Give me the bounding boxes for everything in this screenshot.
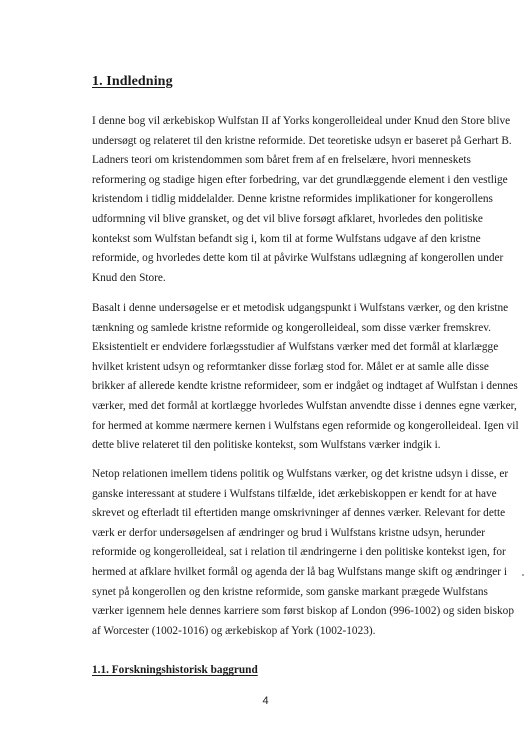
paragraph-line: hermed at afklare hvilket formål og agenda der lå bag Wulfstans mange skift og ændringer i (92, 565, 507, 578)
paragraph-line: Ladners teori om kristendommen som båret frem af en frelselære, hvori menneskets (92, 154, 471, 167)
paragraph-line: dette blive relateret til den politiske kontekst, som Wulfstans værker indgik i. (92, 439, 441, 452)
paragraph-line: Knud den Store. (92, 271, 166, 284)
paragraph-line: hvilket kristent udsyn og reformtanker disse forlæg stod for. Målet er at samle alle disse (92, 360, 489, 373)
paragraph-line: reformide og kongerolleideal, sat i relation til ændringerne i den politiske kontekst igen, for (92, 546, 506, 559)
paragraph-line: ganske interessant at studere i Wulfstans tilfælde, idet ærkebiskoppen er kendt for at have (92, 487, 497, 500)
paragraph-line: I denne bog vil ærkebiskop Wulfstan II af Yorks kongerolleideal under Knud den Store blive (92, 115, 511, 127)
paragraph-line: tænkning og samlede kristne reformide og kongerolleideal, som disse værker fremskrev. (92, 321, 491, 334)
paragraph-line: Netop relationen imellem tidens politik og Wulfstans værker, og det kristne udsyn i disse, er (92, 468, 509, 480)
paragraph-line: brikker af allerede kendte kristne reformideer, som er indgået og indtaget af Wulfstan i dennes (92, 380, 518, 393)
paragraph-line: værker, med det formål at kortlægge hvorledes Wulfstan anvendte disse i dennes egne værker, (92, 399, 517, 412)
paragraph-line: udformning vil blive gransket, og det vil blive forsøgt afklaret, hvorledes den politiske (92, 212, 483, 225)
paragraph-line: værk er derfor undersøgelsen af ændringer og brud i Wulfstans kristne udsyn, herunder (92, 526, 486, 539)
paragraph-line: undersøgt og relateret til den kristne reformide. Det teoretiske udsyn er baseret på Gerhart B. (92, 134, 512, 147)
paragraph-line: skrevet og efterladt til eftertiden mange omskrivninger af dennes værker. Relevant for dette (92, 507, 506, 520)
page-number: 4 (262, 695, 269, 707)
scan-mark (522, 574, 524, 576)
paragraph-line: værker igennem hele dennes karriere som først biskop af London (996-1002) og siden biskop (92, 605, 514, 618)
paragraph-line: Basalt i denne undersøgelse er et metodisk udgangspunkt i Wulfstans værker, og den kristne (92, 302, 509, 314)
paragraph-line: reformering og stadige higen efter forbedring, var det grundlæggende element i den vestlige (92, 173, 508, 186)
paragraph-line: for hermed at komme nærmere kernen i Wulfstans egen reformide og kongerolleideal. Igen vil (92, 419, 519, 432)
paragraph-line: kristendom i tidlig middelalder. Denne kristne reformides implikationer for kongerollens (92, 193, 493, 206)
paragraph-context (92, 465, 514, 641)
paragraph-line: kontekst som Wulfstan befandt sig i, kom til at forme Wulfstans udgave af den kristne (92, 232, 481, 245)
paragraph-method (92, 299, 519, 456)
paragraph-line: synet på kongerollen og den kristne reformide, som ganske markant prægede Wulfstans (92, 585, 488, 598)
paragraph-line: reformide, og hvorledes dette kom til at påvirke Wulfstans udlægning af kongerollen under (92, 252, 504, 265)
paragraph-line: Eksistentielt er endvidere forlægsstudier af Wulfstans værker med det formål at klarlægge (92, 341, 499, 354)
paragraph-line: af Worcester (1002-1016) og ærkebiskop af York (1002-1023). (92, 624, 376, 637)
subsection-heading: 1.1. Forskningshistorisk baggrund (92, 664, 258, 676)
paragraph-introduction (92, 112, 512, 288)
section-heading: 1. Indledning (92, 74, 173, 89)
